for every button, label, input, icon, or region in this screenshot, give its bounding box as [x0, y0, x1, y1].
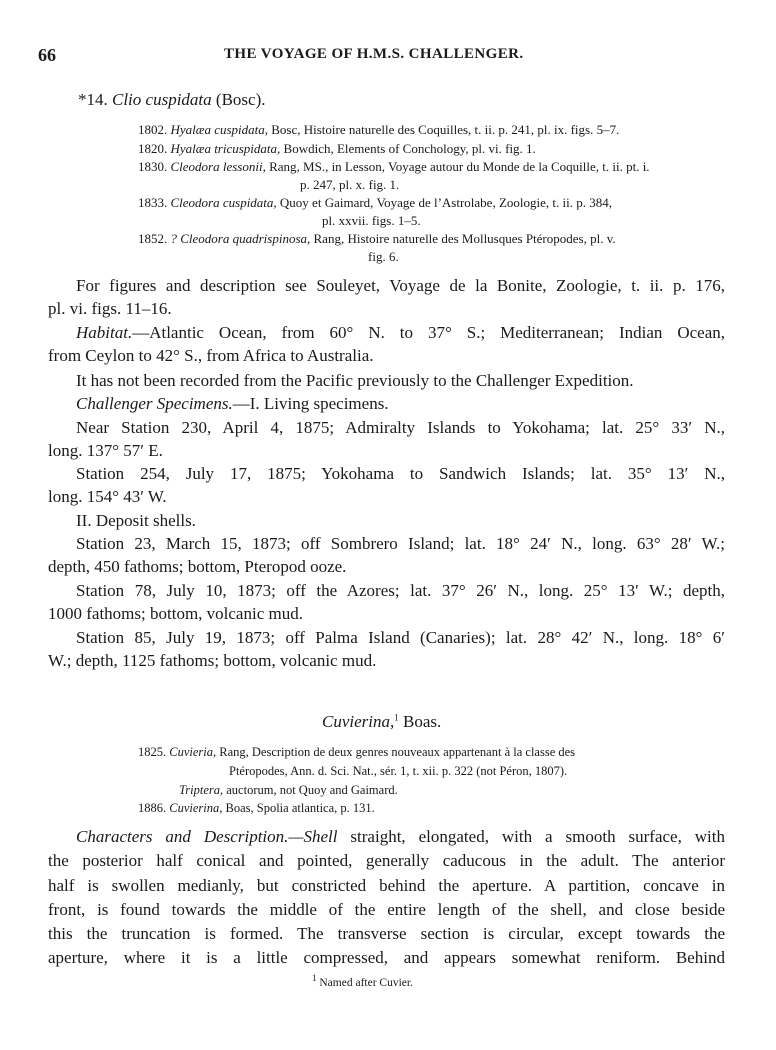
synonym-entry: 1886. Cuvierina, Boas, Spolia atlantica, p. 131.: [138, 801, 375, 815]
body-line: Station 78, July 10, 1873; off the Azores; lat. 37° 26′ N., long. 25° 13′ W.; depth,: [76, 581, 725, 600]
synonym-continuation: Ptéropodes, Ann. d. Sci. Nat., sér. 1, t. xii. p. 322 (not Péron, 1807).: [229, 764, 568, 778]
synonym-entry: 1830. Cleodora lessonii, Rang, MS., in Lesson, Voyage autour du Monde de la Coquille, t. ii. pt. i.: [138, 159, 650, 174]
body-line: from Ceylon to 42° S., from Africa to Australia.: [48, 346, 374, 365]
description-line: aperture, where it is a little compressed, and appears somewhat reniform. Behind: [48, 948, 725, 967]
description-label: Characters and Description.: [76, 827, 289, 846]
running-title: THE VOYAGE OF H.M.S. CHALLENGER.: [224, 46, 524, 62]
habitat-label: Habitat.: [76, 323, 133, 342]
species-number: *14.: [78, 90, 112, 109]
species-author: (Bosc).: [211, 90, 266, 109]
body-line: Station 23, March 15, 1873; off Sombrero Island; lat. 18° 24′ N., long. 63° 28′ W.;: [76, 534, 725, 553]
body-line: For figures and description see Souleyet, Voyage de la Bonite, Zoologie, t. ii. p. 176,: [76, 276, 725, 295]
body-line: W.; depth, 1125 fathoms; bottom, volcanic mud.: [48, 651, 377, 670]
synonym-entry: 1820. Hyalæa tricuspidata, Bowdich, Elements of Conchology, pl. vi. fig. 1.: [138, 141, 536, 156]
synonym-entry: 1852. ? Cleodora quadrispinosa, Rang, Histoire naturelle des Mollusques Ptéropodes, pl. v.: [138, 231, 616, 246]
body-line: Near Station 230, April 4, 1875; Admiralty Islands to Yokohama; lat. 25° 33′ N.,: [76, 418, 725, 437]
description-line: this the truncation is formed. The transverse section is circular, except towards the: [48, 924, 725, 943]
body-line: II. Deposit shells.: [76, 511, 196, 530]
body-line: pl. vi. figs. 11–16.: [48, 299, 172, 318]
description-line: half is swollen medianly, but constricted behind the aperture. A partition, concave in: [48, 876, 725, 895]
specimens-line: Challenger Specimens.—I. Living specimens.: [76, 394, 389, 413]
species-heading: [78, 90, 265, 110]
specimens-label: Challenger Specimens.: [76, 394, 233, 413]
synonym-continuation: fig. 6.: [368, 249, 399, 264]
footnote: $^1$ Named after Cuvier.: [312, 973, 413, 989]
synonym-continuation: p. 247, pl. x. fig. 1.: [300, 177, 400, 192]
synonym-continuation: pl. xxvii. figs. 1–5.: [322, 213, 421, 228]
body-line: 1000 fathoms; bottom, volcanic mud.: [48, 604, 303, 623]
genus-name: Cuvierina,: [322, 712, 395, 731]
synonym-entry: Triptera, auctorum, not Quoy and Gaimard.: [179, 783, 398, 797]
genus-author: Boas.: [398, 712, 442, 731]
synonym-entry: 1833. Cleodora cuspidata, Quoy et Gaimard, Voyage de l’Astrolabe, Zoologie, t. ii. p. 384,: [138, 195, 612, 210]
description-line: Characters and Description.—Shell straight, elongated, with a smooth surface, with: [76, 827, 725, 846]
page-number: 66: [38, 45, 56, 65]
body-line: long. 154° 43′ W.: [48, 487, 167, 506]
body-line: It has not been recorded from the Pacific previously to the Challenger Expedition.: [76, 371, 634, 390]
body-line: depth, 450 fathoms; bottom, Pteropod ooze.: [48, 557, 347, 576]
description-line: the posterior half conical and pointed, generally caducous in the adult. The anterior: [48, 851, 725, 870]
body-line: Station 254, July 17, 1875; Yokohama to Sandwich Islands; lat. 35° 13′ N.,: [76, 464, 725, 483]
genus-heading: [322, 712, 441, 732]
synonym-entry: 1802. Hyalæa cuspidata, Bosc, Histoire naturelle des Coquilles, t. ii. p. 241, pl. ix. figs. 5–7.: [138, 122, 620, 137]
species-name: Clio cuspidata: [112, 90, 212, 109]
habitat-line: Habitat.—Atlantic Ocean, from 60° N. to 37° S.; Mediterranean; Indian Ocean,: [76, 323, 725, 342]
body-line: Station 85, July 19, 1873; off Palma Island (Canaries); lat. 28° 42′ N., long. 18° 6′: [76, 628, 725, 647]
body-line: long. 137° 57′ E.: [48, 441, 163, 460]
footnote-ref: 1: [394, 712, 399, 723]
description-line: front, is found towards the middle of the entire length of the shell, and close beside: [48, 900, 725, 919]
synonym-entry: 1825. Cuvieria, Rang, Description de deux genres nouveaux appartenant à la classe des: [138, 745, 576, 759]
